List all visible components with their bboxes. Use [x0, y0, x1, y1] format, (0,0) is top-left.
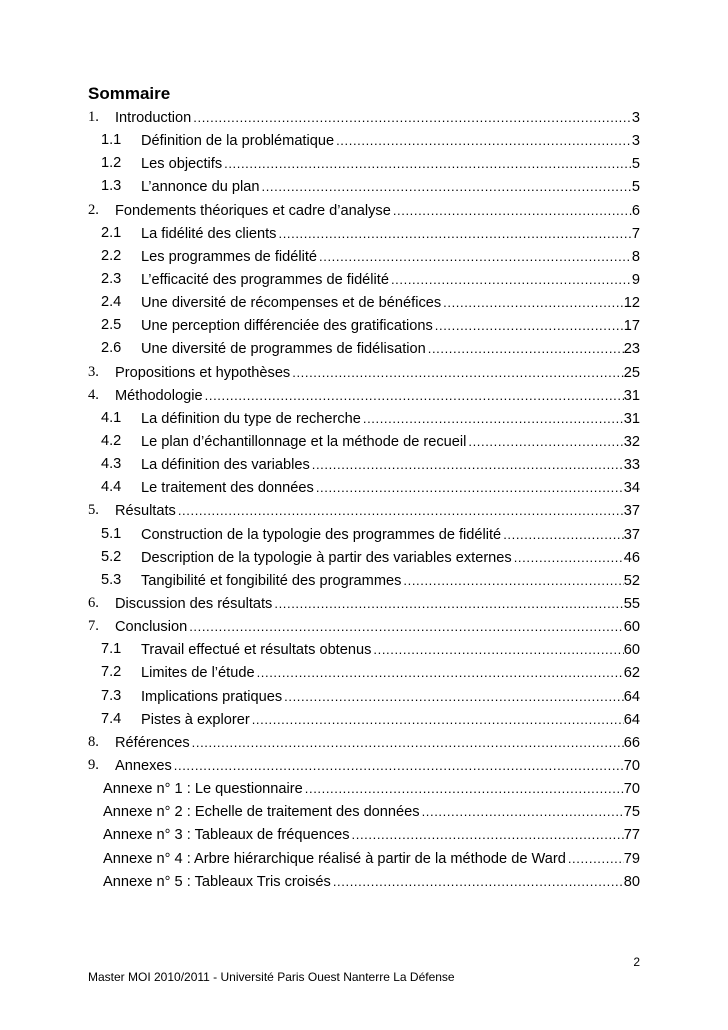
toc-entry-page: 60 [623, 619, 640, 636]
toc-entry[interactable] [0, 825, 728, 848]
toc-entry[interactable] [0, 640, 728, 663]
toc-entry[interactable] [0, 594, 728, 617]
toc-entry-number: 2.3 [101, 270, 122, 287]
toc-entry-number: 4.2 [101, 432, 122, 449]
toc-entry-title: Résultats [115, 503, 176, 520]
dot-leader [187, 617, 624, 636]
toc-entry-number: 2.5 [101, 317, 122, 334]
toc-entry-title: Travail effectué et résultats obtenus [141, 642, 372, 659]
toc-entry-title: La fidélité des clients [141, 225, 277, 242]
toc-entry[interactable] [0, 386, 728, 409]
toc-entry[interactable] [0, 131, 728, 154]
toc-entry[interactable] [0, 872, 728, 895]
toc-entry[interactable] [0, 733, 728, 756]
toc-entry-number: 2.6 [101, 340, 122, 357]
toc-entry-title: Annexe n° 2 : Echelle de traitement des données [103, 804, 420, 821]
dot-leader [566, 849, 624, 868]
toc-entry-title: Les programmes de fidélité [141, 248, 318, 265]
toc-entry-page: 80 [623, 873, 640, 890]
toc-entry-page: 62 [623, 665, 640, 682]
toc-entry[interactable] [0, 154, 728, 177]
toc-entry-number: 7.4 [101, 710, 122, 727]
toc-entry-page: 75 [623, 804, 640, 821]
toc-entry-title: Discussion des résultats [115, 595, 273, 612]
dot-leader [420, 802, 624, 821]
toc-entry-title: L’efficacité des programmes de fidélité [141, 271, 389, 288]
toc-entry-page: 60 [623, 642, 640, 659]
toc-entry-page: 12 [623, 295, 640, 312]
dot-leader [501, 525, 624, 544]
toc-entry-page: 6 [631, 202, 640, 219]
toc-entry[interactable] [0, 270, 728, 293]
toc-entry[interactable] [0, 293, 728, 316]
toc-entry[interactable] [0, 201, 728, 224]
toc-entry-number: 5.3 [101, 571, 122, 588]
toc-entry[interactable] [0, 663, 728, 686]
footer-text: Master MOI 2010/2011 - Université Paris Ouest Nanterre La Défense [88, 970, 455, 984]
dot-leader [190, 733, 624, 752]
toc-entry-number: 7.2 [101, 664, 122, 681]
dot-leader [276, 224, 631, 243]
dot-leader [191, 108, 632, 127]
toc-entry-page: 3 [631, 133, 640, 150]
toc-entry-title: La définition des variables [141, 457, 310, 474]
toc-entry-number: 3. [88, 363, 99, 380]
toc-entry-title: Construction de la typologie des programmes de fidélité [141, 526, 502, 543]
dot-leader [433, 316, 624, 335]
toc-entry-page: 52 [623, 572, 640, 589]
toc-entry-page: 64 [623, 688, 640, 705]
toc-entry-page: 5 [631, 156, 640, 173]
toc-entry-number: 1.2 [101, 155, 122, 172]
toc-entry-title: La définition du type de recherche [141, 410, 361, 427]
toc-entry-title: Une perception différenciée des gratifications [141, 318, 433, 335]
toc-entry[interactable] [0, 339, 728, 362]
toc-entry-page: 77 [623, 827, 640, 844]
toc-entry-page: 9 [631, 271, 640, 288]
dot-leader [272, 594, 623, 613]
dot-leader [361, 409, 624, 428]
dot-leader [282, 687, 624, 706]
toc-entry-number: 1. [88, 109, 99, 125]
toc-entry[interactable] [0, 409, 728, 432]
toc-entry[interactable] [0, 617, 728, 640]
toc-entry-page: 33 [623, 457, 640, 474]
toc-entry-title: Fondements théoriques et cadre d’analyse [115, 202, 391, 219]
toc-entry-title: Annexe n° 3 : Tableaux de fréquences [103, 827, 350, 844]
toc-entry[interactable] [0, 501, 728, 524]
toc-entry[interactable] [0, 756, 728, 779]
page-title: Sommaire [88, 84, 171, 103]
toc-entry-number: 9. [88, 756, 99, 773]
toc-entry[interactable] [0, 247, 728, 270]
dot-leader [314, 478, 624, 497]
toc-entry-number: 2.4 [101, 294, 122, 311]
dot-leader [303, 779, 624, 798]
dot-leader [259, 177, 631, 196]
toc-entry-number: 2. [88, 201, 99, 218]
toc-entry[interactable] [0, 177, 728, 200]
toc-entry-page: 17 [623, 318, 640, 335]
dot-leader [176, 501, 624, 520]
toc-entry-number: 1.3 [101, 178, 122, 195]
toc-entry-number: 4. [88, 386, 99, 403]
dot-leader [391, 201, 632, 220]
toc-entry[interactable] [0, 108, 728, 131]
toc-entry-title: Limites de l’étude [141, 665, 255, 682]
toc-entry-title: Références [115, 734, 190, 751]
toc-entry-title: Introduction [115, 110, 192, 126]
toc-entry-title: Description de la typologie à partir des variables externes [141, 549, 512, 566]
toc-entry-page: 66 [623, 734, 640, 751]
toc-entry-title: Annexe n° 1 : Le questionnaire [103, 781, 303, 798]
toc-entry-page: 70 [623, 781, 640, 798]
toc-entry-page: 64 [623, 711, 640, 728]
dot-leader [466, 432, 623, 451]
toc-entry[interactable] [0, 316, 728, 339]
toc-entry-page: 8 [631, 248, 640, 265]
toc-entry[interactable] [0, 571, 728, 594]
toc-entry-page: 25 [623, 364, 640, 381]
toc-entry-page: 46 [623, 549, 640, 566]
toc-entry-page: 31 [623, 387, 640, 404]
toc-entry[interactable] [0, 548, 728, 571]
toc-entry-title: Une diversité de programmes de fidélisation [141, 341, 426, 358]
dot-leader [222, 154, 632, 173]
dot-leader [250, 710, 624, 729]
toc-entry-title: Définition de la problématique [141, 133, 335, 150]
toc-entry[interactable] [0, 710, 728, 733]
toc-entry-title: Le plan d’échantillonnage et la méthode de recueil [141, 433, 467, 450]
toc-entry-number: 7.1 [101, 641, 122, 658]
toc-entry-title: Les objectifs [141, 156, 223, 173]
toc-entry-number: 4.4 [101, 479, 122, 496]
toc-entry-number: 4.1 [101, 409, 122, 426]
toc-entry[interactable] [0, 432, 728, 455]
toc-entry-number: 6. [88, 594, 99, 611]
toc-entry[interactable] [0, 478, 728, 501]
toc-entry-title: Pistes à explorer [141, 711, 250, 728]
toc-entry[interactable] [0, 779, 728, 802]
toc-entry-page: 37 [623, 526, 640, 543]
toc-entry-page: 55 [623, 595, 640, 612]
toc-entry[interactable] [0, 455, 728, 478]
toc-entry-title: Le traitement des données [141, 480, 314, 497]
toc-entry-page: 70 [623, 757, 640, 774]
toc-entry-page: 34 [623, 480, 640, 497]
toc-entry-number: 7.3 [101, 687, 122, 704]
toc-entry-page: 79 [623, 850, 640, 867]
toc-entry-number: 8. [88, 733, 99, 750]
dot-leader [172, 756, 624, 775]
toc-entry-title: Conclusion [115, 619, 188, 636]
dot-leader [426, 339, 624, 358]
toc-entry-page: 3 [631, 110, 640, 126]
toc-entry-title: Tangibilité et fongibilité des programmes [141, 572, 402, 589]
toc-entry-title: Annexes [115, 757, 172, 774]
dot-leader [317, 247, 632, 266]
dot-leader [255, 663, 624, 682]
toc-entry-page: 32 [623, 433, 640, 450]
toc-entry-title: Propositions et hypothèses [115, 364, 291, 381]
toc-entry[interactable] [0, 525, 728, 548]
toc-entry-number: 2.2 [101, 247, 122, 264]
dot-leader [310, 455, 624, 474]
toc-entry-title: Implications pratiques [141, 688, 283, 705]
dot-leader [203, 386, 624, 405]
toc-entry[interactable] [0, 802, 728, 825]
toc-entry[interactable] [0, 224, 728, 247]
dot-leader [401, 571, 623, 590]
table-of-contents [0, 108, 728, 895]
dot-leader [331, 872, 624, 891]
toc-entry-title: Une diversité de récompenses et de bénéfices [141, 295, 442, 312]
toc-entry-number: 2.1 [101, 224, 122, 241]
toc-entry-title: Annexe n° 4 : Arbre hiérarchique réalisé à partir de la méthode de Ward [103, 850, 566, 867]
toc-entry-number: 1.1 [101, 132, 122, 149]
toc-entry-number: 5.2 [101, 548, 122, 565]
toc-entry-number: 5.1 [101, 525, 122, 542]
toc-entry-number: 4.3 [101, 456, 122, 473]
toc-entry-number: 7. [88, 618, 99, 635]
toc-entry-title: Annexe n° 5 : Tableaux Tris croisés [103, 873, 331, 890]
toc-entry-page: 7 [631, 225, 640, 242]
dot-leader [350, 825, 624, 844]
page-number: 2 [633, 955, 640, 969]
toc-entry-page: 31 [623, 410, 640, 427]
dot-leader [371, 640, 623, 659]
toc-entry[interactable] [0, 363, 728, 386]
toc-entry[interactable] [0, 849, 728, 872]
toc-entry-page: 37 [623, 503, 640, 520]
toc-entry[interactable] [0, 687, 728, 710]
dot-leader [512, 548, 624, 567]
toc-entry-title: L’annonce du plan [141, 179, 260, 196]
dot-leader [389, 270, 632, 289]
toc-entry-page: 23 [623, 341, 640, 358]
dot-leader [334, 131, 632, 150]
toc-entry-title: Méthodologie [115, 387, 203, 404]
dot-leader [290, 363, 624, 382]
dot-leader [441, 293, 624, 312]
toc-entry-page: 5 [631, 179, 640, 196]
toc-entry-number: 5. [88, 502, 99, 519]
